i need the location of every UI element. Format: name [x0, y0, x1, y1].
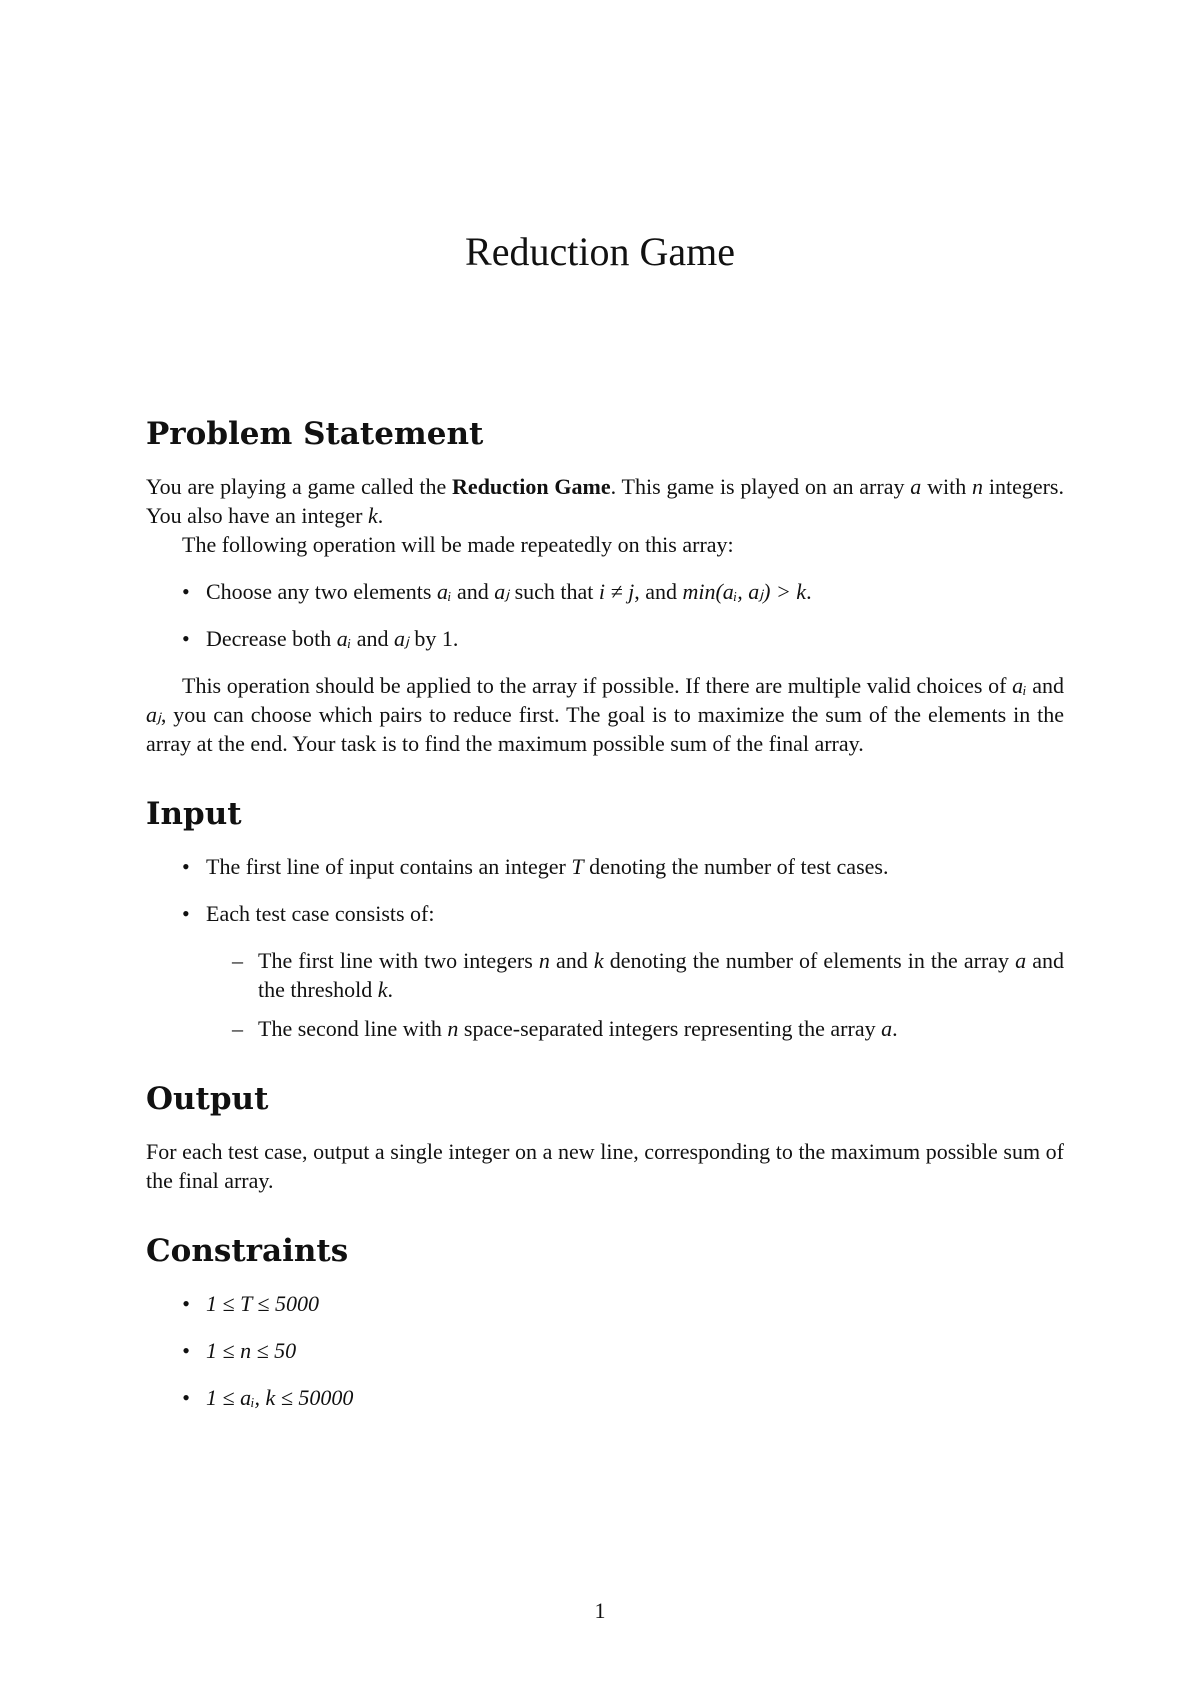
text-segment: denoting the number of test cases.	[583, 854, 889, 879]
constraint-item: • 1 ≤ T ≤ 5000	[182, 1289, 1064, 1318]
statement-paragraph-1	[146, 472, 1064, 530]
text-segment: and the threshold	[258, 948, 1065, 1002]
text-segment: The first line of input contains an integer	[206, 854, 572, 879]
document-title: Reduction Game	[465, 229, 735, 274]
problem-statement-heading: Problem Statement	[146, 416, 484, 452]
math-var-T: T	[571, 854, 584, 879]
text-segment: and	[549, 948, 594, 973]
text-segment: .	[387, 977, 394, 1002]
text-segment: The first line with two integers	[258, 948, 539, 973]
text-segment: Each test case consists of:	[206, 901, 435, 926]
list-item	[182, 852, 1064, 881]
text-segment: . This game is played on an array	[610, 474, 911, 499]
output-section	[146, 1081, 1064, 1195]
math-var-n: n	[447, 1016, 459, 1041]
math-var-a: a	[1015, 948, 1027, 973]
text-segment: , you can choose which pairs to reduce first. The goal is to maximize the sum of the elements in the array at the end. Your task is to find the maximum possible sum of the final array.	[146, 702, 1064, 756]
math-ai: aᵢ	[1012, 673, 1027, 698]
text-segment: , and	[634, 579, 683, 604]
math-ai: aᵢ	[436, 579, 452, 604]
output-paragraph: For each test case, output a single integer on a new line, corresponding to the maximum possible sum of the final array.	[146, 1139, 1064, 1193]
text-segment: and	[451, 579, 495, 604]
output-heading: Output	[146, 1081, 269, 1117]
constraints-list	[146, 1289, 1064, 1412]
constraint-item: • 1 ≤ aᵢ, k ≤ 50000	[182, 1383, 1064, 1412]
problem-statement-section	[146, 416, 1064, 758]
statement-paragraph-3	[146, 671, 1064, 758]
text-segment: and	[1026, 673, 1064, 698]
sublist-item	[232, 946, 1064, 1004]
text-segment: with	[921, 474, 973, 499]
text-segment: Decrease both	[206, 626, 337, 651]
constraints-section	[146, 1233, 1064, 1412]
list-item	[182, 899, 1064, 1043]
math-condition: i ≠ j	[598, 579, 635, 604]
input-section	[146, 796, 1064, 1043]
operation-list	[146, 577, 1064, 653]
text-segment: and	[351, 626, 394, 651]
math-aj: aⱼ	[393, 626, 409, 651]
text-segment: space-separated integers representing the array	[458, 1016, 882, 1041]
input-heading: Input	[146, 796, 242, 832]
math-var-a: a	[881, 1016, 893, 1041]
list-item	[182, 624, 1064, 653]
text-segment: .	[377, 503, 384, 528]
test-case-sublist	[206, 946, 1064, 1043]
math-var-k: k	[593, 948, 604, 973]
text-segment: .	[892, 1016, 898, 1041]
text-segment: denoting the number of elements in the array	[603, 948, 1016, 973]
math-var-n: n	[538, 948, 550, 973]
text-segment: integers. You also have an integer	[146, 474, 1064, 528]
text-segment: by 1.	[408, 626, 459, 651]
text-segment: This operation should be applied to the array if possible. If there are multiple valid choices of	[182, 673, 1013, 698]
math-var-k: k	[377, 977, 388, 1002]
math-aj: aⱼ	[494, 579, 510, 604]
constraints-heading: Constraints	[146, 1233, 349, 1269]
input-list	[146, 852, 1064, 1043]
text-segment: You are playing a game called the	[146, 474, 453, 499]
statement-paragraph-2: The following operation will be made repeatedly on this array:	[182, 532, 734, 557]
sublist-item	[232, 1014, 1064, 1043]
math-var-n: n	[972, 474, 984, 499]
list-item	[182, 577, 1064, 606]
math-min-expression: min(aᵢ, aⱼ) > k	[682, 579, 807, 604]
page-number: 1	[594, 1598, 606, 1623]
text-segment: The second line with	[258, 1016, 448, 1041]
text-segment: Choose any two elements	[206, 579, 437, 604]
text-segment: such that	[509, 579, 599, 604]
math-var-k: k	[368, 503, 378, 528]
text-segment: .	[806, 579, 812, 604]
math-ai: aᵢ	[336, 626, 352, 651]
constraint-item: • 1 ≤ n ≤ 50	[182, 1336, 1064, 1365]
math-aj: aⱼ	[146, 702, 161, 727]
math-var-a: a	[910, 474, 922, 499]
game-name-bold: Reduction Game	[452, 474, 611, 499]
document-body	[146, 416, 1064, 1412]
